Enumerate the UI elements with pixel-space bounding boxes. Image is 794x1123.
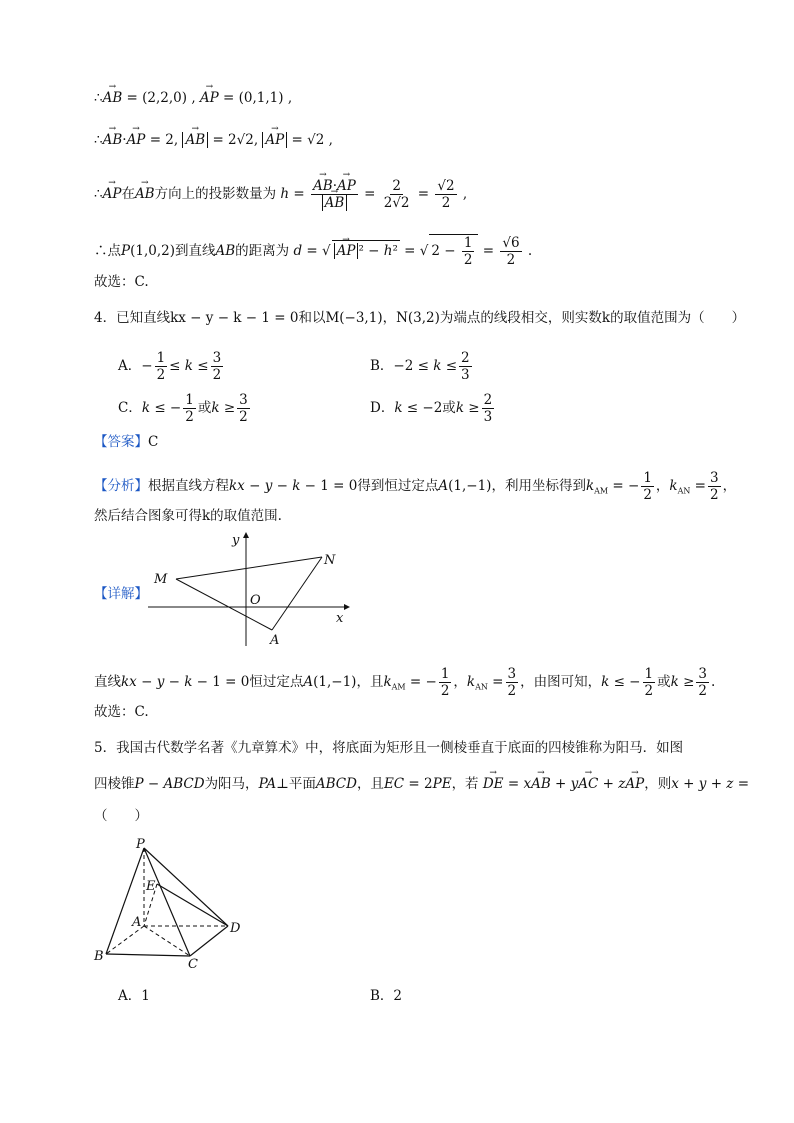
q4-line-figure <box>148 530 358 650</box>
y-axis-arrow <box>243 532 249 538</box>
label-a: A <box>270 633 280 648</box>
label-y: y <box>232 533 240 548</box>
sol3-line-1: ∴→ AB = (2,2,0) , → AP = (0,1,1) , <box>94 88 292 108</box>
segment-na <box>272 557 322 630</box>
q4-analysis-line-2: 然后结合图象可得k的取值范围. <box>94 508 282 524</box>
edge-pb <box>106 848 144 954</box>
label-x: x <box>336 611 344 626</box>
q4-option-b: B．−2 ≤ k ≤ $\frac{2}{3}$ <box>370 350 470 383</box>
q4-answer-line <box>94 432 158 452</box>
q4-option-a: A．− $\frac{1}{2}$ ≤ k ≤ $\frac{3}{2}$ <box>118 350 222 383</box>
label-c: C <box>188 957 198 970</box>
analysis-tag: 【分析】 <box>94 478 148 494</box>
q4-detail-tag: 【详解】 <box>94 586 148 602</box>
label-e: E <box>146 879 156 894</box>
q5-option-b: B．2 <box>370 988 403 1004</box>
label-p: P <box>136 837 145 852</box>
edge-ab <box>106 926 144 954</box>
label-m: M <box>154 572 168 587</box>
edge-pd <box>144 848 228 926</box>
label-d: D <box>230 921 241 936</box>
q4-final-answer: 故选：C. <box>94 704 149 720</box>
q4-detail-line-1: 直线kx − y − k − 1 = 0恒过定点A(1,−1)，且$k_{AM}$ = − $\frac{1}{2}$ ，$k_{AN}$ = $\frac{3}{2}$ ，由图可知，k ≤ − $\frac{1}{2}$ 或k ≥ $\frac{3}{2}$ . <box>94 666 716 699</box>
q5-pyramid-figure <box>92 834 252 970</box>
sol3-answer: 故选：C. <box>94 274 149 290</box>
segment-mn <box>176 557 322 579</box>
label-o: O <box>250 593 261 608</box>
q4-option-c: C．k ≤ − $\frac{1}{2}$ 或k ≥ $\frac{3}{2}$ <box>118 392 248 425</box>
sol3-line-4: ∴点P(1,0,2)到直线AB的距离为 d = √→ AP ² − h² = √ 2 − $\frac{1}{2}$ = $\frac{√6}{2}$ . <box>94 234 532 268</box>
answer-value: C <box>148 434 159 450</box>
q4-stem: 4．已知直线kx − y − k − 1 = 0和以M(−3,1)，N(3,2)为端点的线段相交，则实数k的取值范围为（ ） <box>94 310 746 326</box>
q4-analysis-line-1: 【分析】根据直线方程kx − y − k − 1 = 0得到恒过定点A(1,−1)，利用坐标得到$k_{AM}$ = − $\frac{1}{2}$ ，$k_{AN}$ = $\frac{3}{2}$ ， <box>94 470 737 503</box>
answer-tag: 【答案】 <box>94 434 148 450</box>
q5-stem-line-1: 5．我国古代数学名著《九章算术》中，将底面为矩形且一侧棱垂直于底面的四棱锥称为阳马．如图 <box>94 740 684 756</box>
q5-stem-line-2: 四棱锥P − ABCD为阳马，PA⊥平面ABCD，且EC = 2PE，若 → DE = x→ AB + y→ AC + z→ AP，则x + y + z = <box>94 774 749 794</box>
x-axis-arrow <box>344 604 350 610</box>
label-b: B <box>94 949 104 964</box>
q4-option-d: D．k ≤ −2或k ≥ $\frac{2}{3}$ <box>370 392 493 425</box>
edge-pc <box>144 848 190 956</box>
label-n: N <box>324 553 336 568</box>
sol3-line-3: ∴→ AP在→ AB方向上的投影数量为 h = → AB·→ AP → AB = $\frac{2}{2√2}$ = $\frac{√2}{2}$ , <box>94 178 467 211</box>
q5-stem-line-3: （ ） <box>94 808 148 824</box>
label-a: A <box>132 915 142 930</box>
q5-option-a: A．1 <box>118 988 150 1004</box>
edge-cd <box>190 926 228 956</box>
edge-bc <box>106 954 190 956</box>
sol3-line-2: ∴→ AB·→ AP = 2, → AB = 2√2, → AP = √2 , <box>94 130 333 150</box>
